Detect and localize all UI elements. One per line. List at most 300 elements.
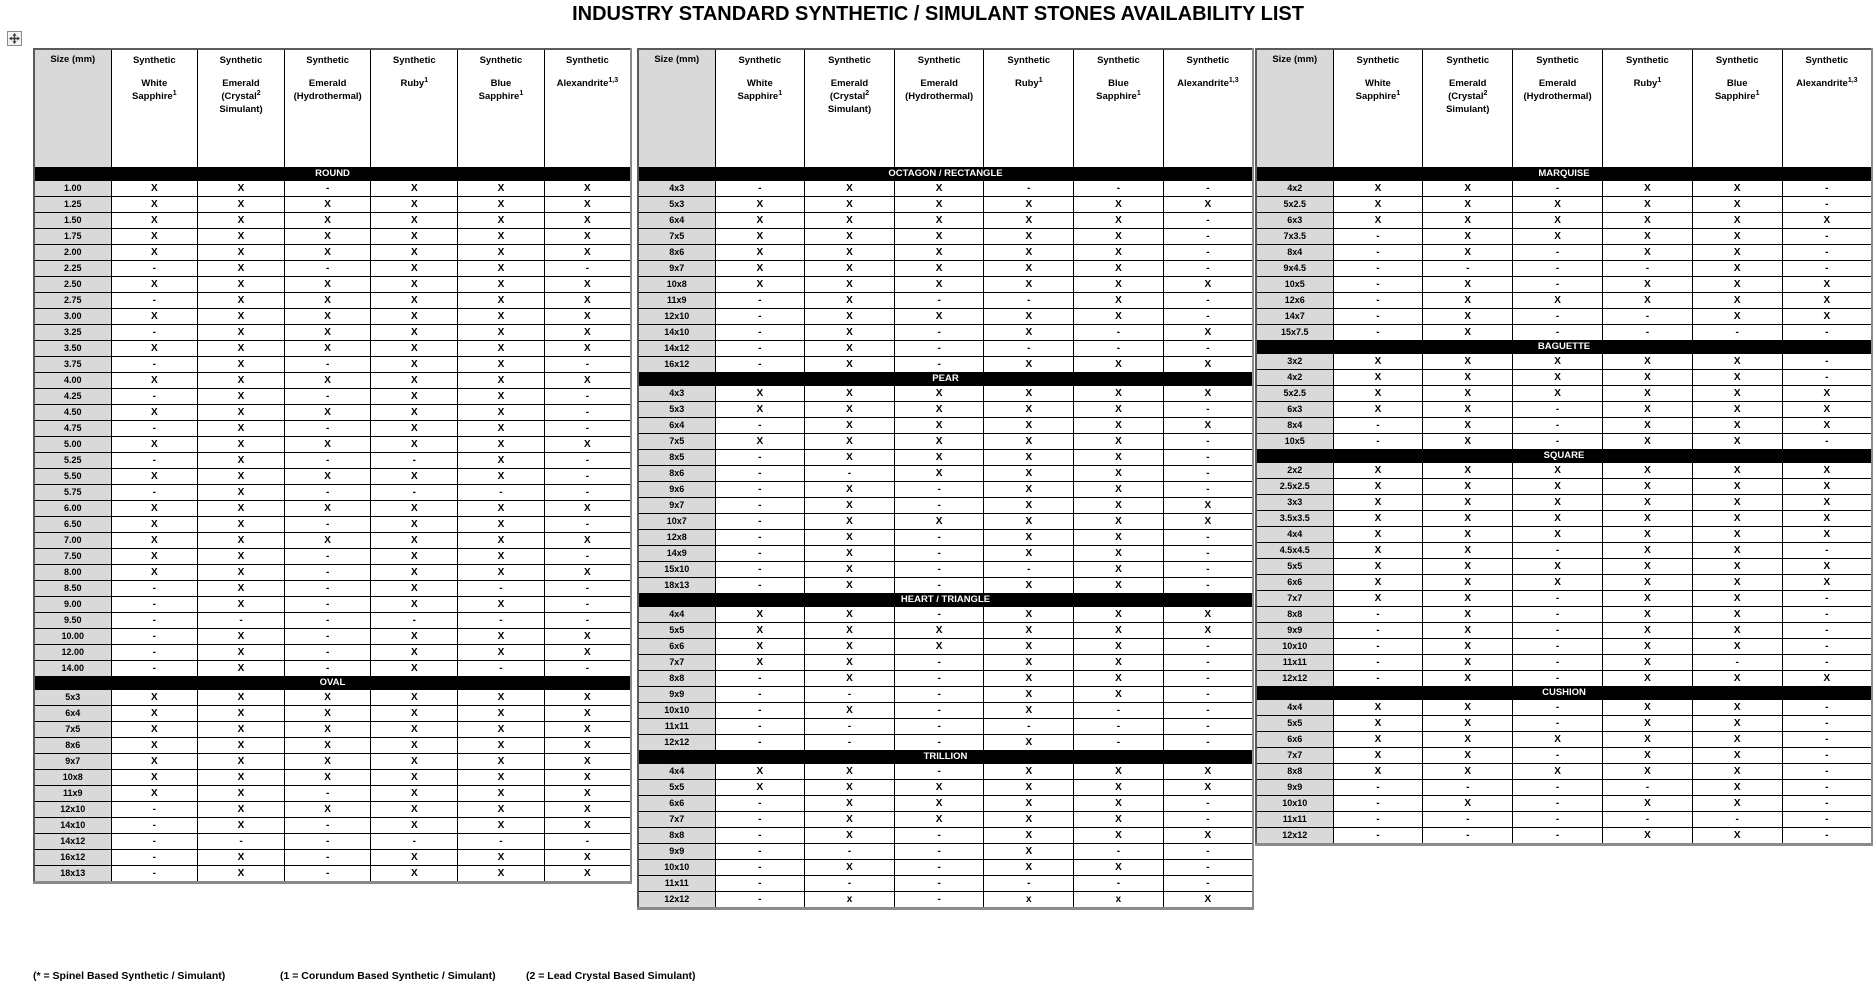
size-cell: 12x10	[34, 801, 111, 817]
availability-cell: -	[1074, 843, 1164, 859]
availability-cell: -	[715, 859, 805, 875]
size-cell: 11x11	[638, 718, 715, 734]
availability-cell: X	[1163, 196, 1253, 212]
table-row	[34, 180, 631, 196]
size-column-header: Size (mm)	[34, 49, 111, 167]
table-row	[34, 468, 631, 484]
table-row	[638, 481, 1253, 497]
availability-cell: -	[1782, 638, 1872, 654]
size-cell: 12.00	[34, 644, 111, 660]
availability-cell: X	[1163, 827, 1253, 843]
availability-cell: -	[1513, 699, 1603, 715]
availability-cell: X	[984, 811, 1074, 827]
size-cell: 2x2	[1256, 462, 1333, 478]
availability-cell: X	[805, 340, 895, 356]
availability-cell: X	[111, 436, 198, 452]
availability-cell: X	[805, 449, 895, 465]
availability-cell: -	[1782, 715, 1872, 731]
availability-cell: X	[458, 340, 545, 356]
stone-column-header-5	[1692, 49, 1782, 167]
availability-cell: -	[1074, 324, 1164, 340]
availability-cell: -	[371, 484, 458, 500]
header-line: Synthetic	[306, 55, 350, 66]
availability-cell: X	[284, 308, 371, 324]
availability-cell: X	[1074, 465, 1164, 481]
availability-cell: -	[198, 833, 285, 849]
size-cell: 8x8	[1256, 606, 1333, 622]
section-title-octagon-rectangle: OCTAGON / RECTANGLE	[638, 167, 1253, 180]
availability-cell: X	[458, 324, 545, 340]
section-header-row	[1256, 167, 1872, 180]
section-header-row	[638, 593, 1253, 606]
table-row	[638, 228, 1253, 244]
availability-cell: X	[1602, 417, 1692, 433]
availability-cell: X	[1782, 462, 1872, 478]
availability-cell: X	[458, 276, 545, 292]
table-row	[34, 404, 631, 420]
availability-cell: -	[1163, 244, 1253, 260]
size-cell: 11x9	[34, 785, 111, 801]
header-line: Simulant)	[219, 104, 263, 115]
availability-cell: X	[1074, 622, 1164, 638]
size-cell: 7x7	[638, 654, 715, 670]
availability-cell: X	[284, 340, 371, 356]
size-cell: 5x3	[34, 689, 111, 705]
size-cell: 14x10	[34, 817, 111, 833]
size-cell: 9x9	[1256, 779, 1333, 795]
size-cell: 1.75	[34, 228, 111, 244]
availability-cell: -	[1782, 779, 1872, 795]
availability-cell: X	[1423, 180, 1513, 196]
availability-cell: X	[198, 484, 285, 500]
availability-cell: X	[1782, 212, 1872, 228]
table-row	[34, 452, 631, 468]
availability-cell: -	[1163, 702, 1253, 718]
availability-cell: X	[371, 500, 458, 516]
availability-cell: X	[1423, 558, 1513, 574]
availability-cell: X	[198, 276, 285, 292]
availability-cell: X	[1333, 510, 1423, 526]
availability-cell: X	[894, 417, 984, 433]
table-row	[638, 417, 1253, 433]
table-row	[638, 606, 1253, 622]
availability-cell: -	[1513, 827, 1603, 844]
stone-column-header-5	[1074, 49, 1164, 167]
size-cell: 7x5	[34, 721, 111, 737]
availability-cell: -	[1163, 638, 1253, 654]
size-cell: 12x6	[1256, 292, 1333, 308]
availability-cell: X	[1074, 417, 1164, 433]
availability-cell: X	[198, 356, 285, 372]
availability-cell: X	[1333, 699, 1423, 715]
size-cell: 11x11	[638, 875, 715, 891]
header-line: Emerald	[920, 78, 958, 89]
availability-cell: X	[894, 795, 984, 811]
availability-cell: X	[544, 436, 631, 452]
availability-cell: -	[1513, 590, 1603, 606]
availability-cell: X	[198, 244, 285, 260]
availability-cell: X	[1602, 526, 1692, 542]
header-line: Emerald	[1448, 78, 1487, 89]
header-line: Blue	[1726, 78, 1748, 89]
table-row	[1256, 699, 1872, 715]
availability-cell: -	[1782, 228, 1872, 244]
availability-cell: X	[458, 769, 545, 785]
availability-cell: X	[371, 644, 458, 660]
availability-cell: X	[1602, 715, 1692, 731]
section-title-round: ROUND	[34, 167, 631, 180]
availability-cell: -	[894, 561, 984, 577]
availability-cell: X	[371, 628, 458, 644]
availability-cell: -	[984, 180, 1074, 196]
availability-cell: X	[111, 737, 198, 753]
availability-cell: X	[1333, 369, 1423, 385]
availability-cell: X	[1692, 558, 1782, 574]
availability-cell: -	[1333, 606, 1423, 622]
table-row	[1256, 462, 1872, 478]
availability-cell: -	[1163, 260, 1253, 276]
availability-cell: X	[198, 660, 285, 676]
availability-cell: -	[1333, 811, 1423, 827]
availability-cell: X	[198, 372, 285, 388]
availability-cell: X	[805, 763, 895, 779]
table-row	[1256, 638, 1872, 654]
availability-cell: X	[458, 180, 545, 196]
availability-cell: -	[1163, 718, 1253, 734]
availability-cell: X	[1074, 859, 1164, 875]
size-cell: 7.00	[34, 532, 111, 548]
table-row	[638, 497, 1253, 513]
availability-cell: X	[371, 532, 458, 548]
availability-cell: X	[1602, 385, 1692, 401]
table-row	[1256, 795, 1872, 811]
table-row	[34, 705, 631, 721]
availability-cell: X	[198, 308, 285, 324]
availability-cell: X	[984, 686, 1074, 702]
size-cell: 5.25	[34, 452, 111, 468]
availability-cell: -	[1074, 734, 1164, 750]
availability-cell: X	[1513, 196, 1603, 212]
size-cell: 10.00	[34, 628, 111, 644]
availability-cell: X	[805, 859, 895, 875]
availability-cell: X	[805, 670, 895, 686]
availability-cell: -	[544, 548, 631, 564]
availability-cell: X	[1333, 526, 1423, 542]
availability-cell: X	[1782, 417, 1872, 433]
table-row	[638, 324, 1253, 340]
availability-cell: X	[198, 817, 285, 833]
table-row	[1256, 244, 1872, 260]
table-row	[34, 516, 631, 532]
size-cell: 3.25	[34, 324, 111, 340]
table-row	[34, 753, 631, 769]
availability-cell: X	[1163, 356, 1253, 372]
section-title-trillion: TRILLION	[638, 750, 1253, 763]
availability-cell: X	[1602, 369, 1692, 385]
availability-cell: X	[1074, 513, 1164, 529]
availability-cell: x	[1074, 891, 1164, 908]
availability-cell: X	[715, 433, 805, 449]
availability-cell: X	[1692, 763, 1782, 779]
availability-cell: X	[544, 769, 631, 785]
availability-cell: -	[715, 811, 805, 827]
availability-cell: X	[1513, 369, 1603, 385]
table-row	[1256, 510, 1872, 526]
table-row	[34, 596, 631, 612]
availability-cell: X	[1074, 670, 1164, 686]
size-cell: 7x7	[638, 811, 715, 827]
table-row	[34, 532, 631, 548]
availability-cell: -	[111, 356, 198, 372]
availability-cell: -	[1163, 577, 1253, 593]
availability-cell: -	[1513, 779, 1603, 795]
availability-cell: X	[805, 385, 895, 401]
availability-cell: X	[805, 417, 895, 433]
availability-cell: -	[1692, 811, 1782, 827]
availability-cell: X	[371, 468, 458, 484]
table-row	[34, 737, 631, 753]
header-line: Synthetic	[1446, 55, 1490, 66]
availability-cell: X	[198, 388, 285, 404]
availability-cell: X	[1333, 574, 1423, 590]
availability-cell: X	[371, 548, 458, 564]
header-line: Simulant)	[1446, 104, 1490, 115]
availability-cell: X	[1074, 308, 1164, 324]
size-cell: 4x4	[638, 606, 715, 622]
availability-cell: x	[984, 891, 1074, 908]
availability-cell: X	[1692, 795, 1782, 811]
availability-cell: X	[1423, 638, 1513, 654]
availability-cell: X	[198, 292, 285, 308]
size-cell: 11x11	[1256, 811, 1333, 827]
availability-cell: X	[1692, 510, 1782, 526]
availability-cell: X	[284, 372, 371, 388]
availability-cell: -	[284, 356, 371, 372]
availability-cell: -	[715, 843, 805, 859]
availability-cell: -	[715, 449, 805, 465]
availability-cell: X	[894, 385, 984, 401]
availability-cell: X	[198, 548, 285, 564]
table-row	[1256, 654, 1872, 670]
availability-cell: X	[805, 529, 895, 545]
availability-cell: -	[715, 340, 805, 356]
availability-cell: X	[715, 196, 805, 212]
availability-cell: X	[111, 196, 198, 212]
availability-cell: X	[1692, 622, 1782, 638]
availability-cell: X	[544, 737, 631, 753]
availability-cell: X	[284, 801, 371, 817]
availability-cell: X	[458, 372, 545, 388]
availability-cell: -	[1782, 699, 1872, 715]
availability-cell: -	[111, 420, 198, 436]
size-cell: 4x2	[1256, 369, 1333, 385]
availability-cell: X	[1333, 196, 1423, 212]
table-row	[1256, 558, 1872, 574]
table-row	[34, 785, 631, 801]
availability-cell: X	[1782, 401, 1872, 417]
section-title-heart-triangle: HEART / TRIANGLE	[638, 593, 1253, 606]
availability-cell: -	[715, 686, 805, 702]
availability-cell: X	[1782, 308, 1872, 324]
availability-cell: -	[458, 612, 545, 628]
availability-cell: X	[371, 785, 458, 801]
availability-cell: X	[1074, 577, 1164, 593]
size-cell: 5.50	[34, 468, 111, 484]
header-line: Synthetic	[1186, 55, 1230, 66]
availability-cell: -	[984, 718, 1074, 734]
availability-cell: X	[1692, 699, 1782, 715]
availability-cell: -	[1782, 763, 1872, 779]
table-row	[638, 843, 1253, 859]
table-row	[1256, 212, 1872, 228]
availability-cell: X	[198, 420, 285, 436]
size-cell: 15x10	[638, 561, 715, 577]
table-row	[34, 644, 631, 660]
availability-cell: X	[458, 705, 545, 721]
availability-cell: X	[1074, 292, 1164, 308]
availability-cell: X	[715, 244, 805, 260]
table-move-handle[interactable]	[7, 31, 22, 46]
header-line: Emerald	[222, 78, 260, 89]
availability-cell: X	[544, 308, 631, 324]
availability-cell: X	[805, 654, 895, 670]
availability-cell: X	[284, 212, 371, 228]
availability-cell: X	[111, 276, 198, 292]
availability-cell: -	[111, 644, 198, 660]
availability-cell: X	[1163, 513, 1253, 529]
table-row	[638, 654, 1253, 670]
availability-cell: X	[715, 622, 805, 638]
availability-cell: X	[1423, 670, 1513, 686]
availability-cell: -	[1333, 228, 1423, 244]
availability-cell: X	[1782, 494, 1872, 510]
size-cell: 5x5	[1256, 558, 1333, 574]
availability-cell: X	[371, 580, 458, 596]
availability-cell: X	[111, 769, 198, 785]
availability-cell: -	[1333, 827, 1423, 844]
availability-cell: -	[894, 577, 984, 593]
availability-cell: X	[1074, 260, 1164, 276]
size-cell: 8x6	[34, 737, 111, 753]
availability-cell: X	[984, 497, 1074, 513]
availability-cell: X	[458, 753, 545, 769]
availability-cell: X	[198, 228, 285, 244]
availability-cell: X	[984, 545, 1074, 561]
availability-cell: X	[111, 516, 198, 532]
availability-cell: X	[1692, 574, 1782, 590]
availability-cell: X	[544, 644, 631, 660]
availability-cell: -	[284, 833, 371, 849]
availability-cell: X	[1423, 494, 1513, 510]
availability-cell: -	[1333, 638, 1423, 654]
availability-cell: -	[284, 484, 371, 500]
availability-cell: X	[715, 212, 805, 228]
size-cell: 2.50	[34, 276, 111, 292]
size-cell: 5x2.5	[1256, 196, 1333, 212]
availability-cell: -	[894, 670, 984, 686]
table-row	[1256, 292, 1872, 308]
availability-cell: -	[1782, 622, 1872, 638]
header-line: (Hydrothermal)	[905, 91, 974, 102]
availability-cell: X	[1074, 481, 1164, 497]
availability-cell: X	[1423, 401, 1513, 417]
availability-cell: -	[1782, 827, 1872, 844]
availability-cell: X	[1074, 795, 1164, 811]
availability-cell: X	[458, 548, 545, 564]
header-line: Emerald	[308, 78, 347, 89]
availability-cell: X	[371, 564, 458, 580]
availability-cell: X	[715, 654, 805, 670]
availability-cell: -	[371, 833, 458, 849]
availability-cell: X	[111, 753, 198, 769]
availability-cell: X	[111, 340, 198, 356]
availability-cell: X	[805, 244, 895, 260]
availability-cell: -	[1163, 654, 1253, 670]
availability-cell: -	[544, 388, 631, 404]
availability-cell: -	[458, 660, 545, 676]
availability-cell: X	[805, 481, 895, 497]
availability-cell: X	[1782, 478, 1872, 494]
availability-cell: X	[1692, 212, 1782, 228]
availability-cell: X	[984, 356, 1074, 372]
availability-cell: X	[1602, 196, 1692, 212]
availability-cell: -	[458, 580, 545, 596]
availability-cell: X	[111, 372, 198, 388]
table-row	[34, 612, 631, 628]
table-row	[1256, 494, 1872, 510]
header-line: Synthetic	[1097, 55, 1140, 66]
availability-cell: -	[544, 404, 631, 420]
availability-cell: X	[984, 276, 1074, 292]
availability-cell: X	[371, 228, 458, 244]
availability-cell: X	[894, 212, 984, 228]
availability-cell: X	[715, 638, 805, 654]
availability-cell: X	[458, 292, 545, 308]
table-row	[638, 513, 1253, 529]
availability-cell: X	[984, 859, 1074, 875]
availability-cell: -	[1782, 324, 1872, 340]
availability-cell: -	[805, 734, 895, 750]
availability-cell: X	[458, 785, 545, 801]
availability-cell: X	[984, 670, 1074, 686]
header-line: Sapphire$^1$	[478, 89, 524, 102]
size-cell: 12x12	[1256, 827, 1333, 844]
availability-cell: X	[284, 228, 371, 244]
availability-cell: -	[1782, 747, 1872, 763]
table-row	[638, 356, 1253, 372]
header-row	[638, 49, 1253, 167]
availability-cell: X	[284, 468, 371, 484]
availability-cell: X	[1423, 606, 1513, 622]
availability-cell: -	[715, 718, 805, 734]
availability-cell: X	[544, 785, 631, 801]
table-row	[638, 779, 1253, 795]
availability-cell: -	[544, 833, 631, 849]
availability-cell: X	[1423, 462, 1513, 478]
availability-cell: X	[1423, 417, 1513, 433]
availability-cell: X	[111, 785, 198, 801]
availability-cell: -	[715, 308, 805, 324]
move-icon	[9, 33, 20, 44]
stone-column-header-6	[544, 49, 631, 167]
size-cell: 4.50	[34, 404, 111, 420]
table-row	[34, 228, 631, 244]
header-line: Blue	[1108, 78, 1129, 89]
availability-cell: X	[894, 308, 984, 324]
availability-cell: X	[894, 401, 984, 417]
availability-cell: X	[1692, 308, 1782, 324]
availability-cell: X	[544, 865, 631, 882]
